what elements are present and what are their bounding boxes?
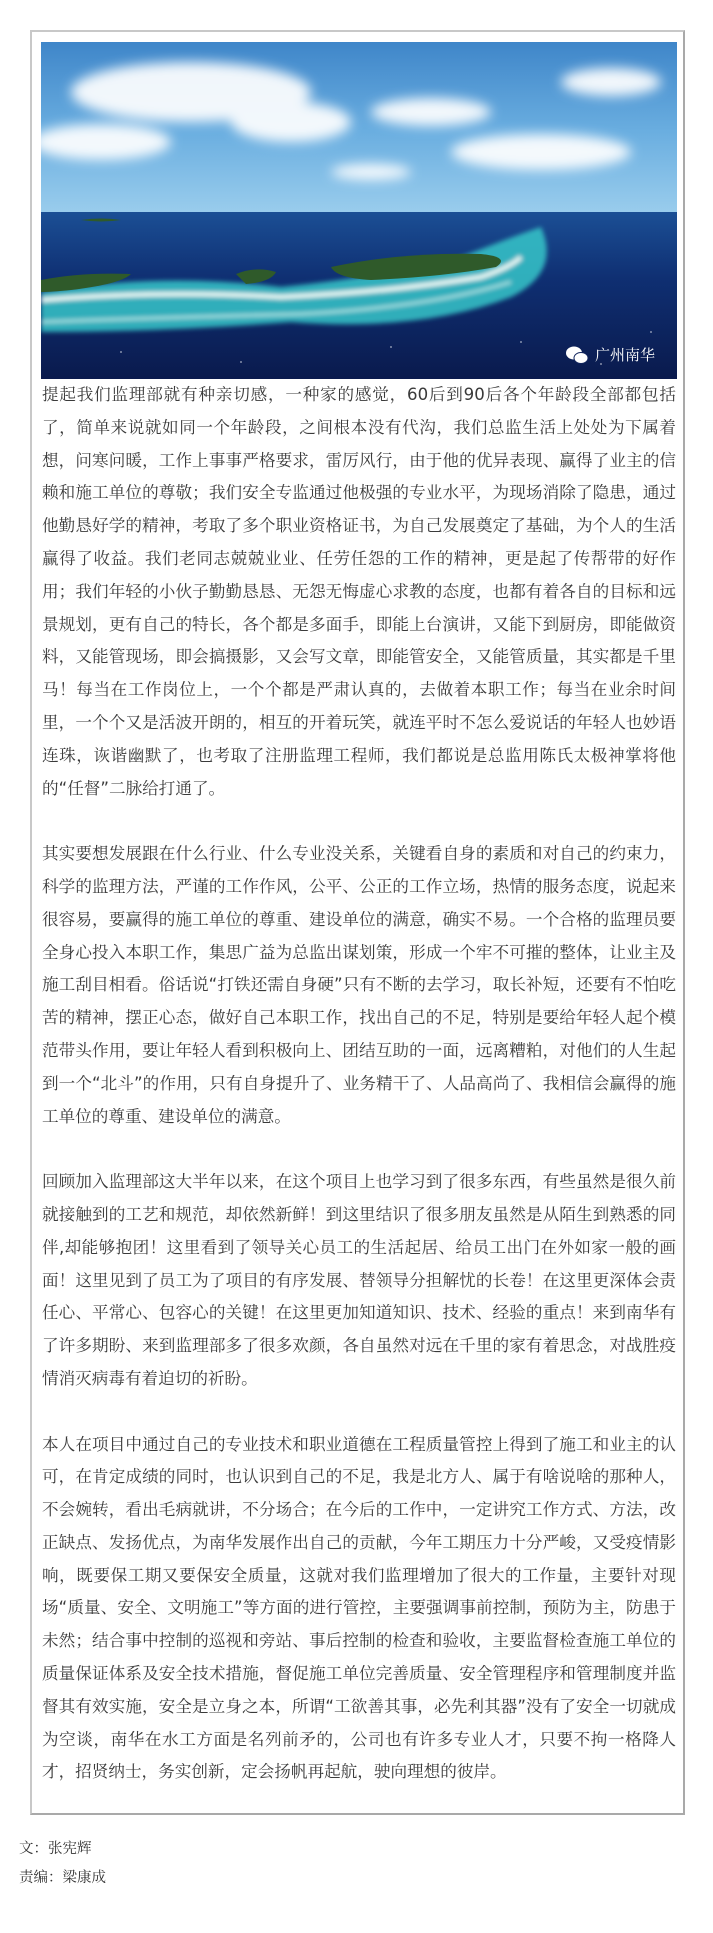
paragraph: 本人在项目中通过自己的专业技术和职业道德在工程质量管控上得到了施工和业主的认可，在肯定成绩的同时，也认识到自己的不足，我是北方人、属于有啥说啥的那种人，不会婉转，看出毛病就讲，不分场合；在今后的工作中，一定讲究工作方式、方法，改正缺点、发扬优点，为南华发展作出自己的贡献，今年工期压力十分严峻，又受疫情影响，既要保工期又要保安全质量，这就对我们监理增加了很大的工作量，主要针对现场“质量、安全、文明施工”等方面的进行管控，主要强调事前控制，预防为主，防患于未然；结合事中控制的巡视和旁站、事后控制的检查和验收，主要监督检查施工单位的质量保证体系及安全技术措施，督促施工单位完善质量、安全管理程序和管理制度并监督其有效实施，安全是立身之本，所谓“工欲善其事，必先利其器”没有了安全一切就成为空谈，南华在水工方面是名列前矛的，公司也有许多专业人才，只要不拘一格降人才，招贤纳士，务实创新，定会扬帆再起航，驶向理想的彼岸。 — [42, 1434, 676, 1782]
editor-credit: 责编：梁康成 — [19, 1870, 106, 1887]
wechat-icon — [565, 345, 589, 365]
atoll-photo — [41, 42, 677, 379]
article-frame — [30, 30, 685, 1815]
atoll-illustration — [41, 42, 677, 379]
image-watermark — [565, 344, 655, 365]
credits — [0, 1835, 713, 1933]
author-credit: 文：张宪辉 — [19, 1841, 92, 1858]
paragraph: 回顾加入监理部这大半年以来，在这个项目上也学习到了很多东西，有些虽然是很久前就接触到的工艺和规范，却依然新鲜！到这里结识了很多朋友虽然是从陌生到熟悉的同伴,却能够抱团！这里看到了领导关心员工的生活起居、给员工出门在外如家一般的画面！这里见到了员工为了项目的有序发展、替领导分担解忧的长卷！在这里更深体会责任心、平常心、包容心的关键！在这里更加知道知识、技术、经验的重点！来到南华有了许多期盼、来到监理部多了很多欢颜，各自虽然对远在千里的家有着思念，对战胜疫情消灭病毒有着迫切的祈盼。 — [42, 1172, 676, 1388]
watermark-text: 广州南华 — [594, 346, 655, 364]
paragraph: 提起我们监理部就有种亲切感，一种家的感觉，60后到90后各个年龄段全部都包括了，简单来说就如同一个年龄段，之间根本没有代沟，我们总监生活上处处为下属着想，问寒问暖，工作上事事严格要求，雷厉风行，由于他的优异表现、赢得了业主的信赖和施工单位的尊敬；我们安全专监通过他极强的专业水平，为现场消除了隐患，通过他勤恳好学的精神，考取了多个职业资格证书，为自己发展奠定了基础，为个人的生活赢得了收益。我们老同志兢兢业业、任劳任怨的工作的精神，更是起了传帮带的好作用；我们年轻的小伙子勤勤恳恳、无怨无悔虚心求教的态度，也都有着各自的目标和远景规划，更有自己的特长，各个都是多面手，即能上台演讲，又能下到厨房，即能做资料，又能管现场，即会搞摄影，又会写文章，即能管安全，又能管质量，其实都是千里马！每当在工作岗位上，一个个都是严肃认真的，去做着本职工作；每当在业余时间里，一个个又是活波开朗的，相互的开着玩笑，就连平时不怎么爱说话的年轻人也妙语连珠，诙谐幽默了，也考取了注册监理工程师，我们都说是总监用陈氏太极神掌将他的“任督”二脉给打通了。 — [42, 385, 676, 798]
article-body — [42, 379, 676, 1789]
paragraph: 其实要想发展跟在什么行业、什么专业没关系，关键看自身的素质和对自己的约束力，科学的监理方法，严谨的工作作风，公平、公正的工作立场，热情的服务态度，说起来很容易，要赢得的施工单位的尊重、建设单位的满意，确实不易。一个合格的监理员要全身心投入本职工作，集思广益为总监出谋划策，形成一个牢不可摧的整体，让业主及施工刮目相看。俗话说“打铁还需自身硬”只有不断的去学习，取长补短，还要有不怕吃苦的精神，摆正心态，做好自己本职工作，找出自己的不足，特别是要给年轻人起个模范带头作用，要让年轻人看到积极向上、团结互助的一面，远离糟粕，对他们的人生起到一个“北斗”的作用，只有自身提升了、业务精干了、人品高尚了、我相信会赢得的施工单位的尊重、建设单位的满意。 — [42, 844, 676, 1126]
